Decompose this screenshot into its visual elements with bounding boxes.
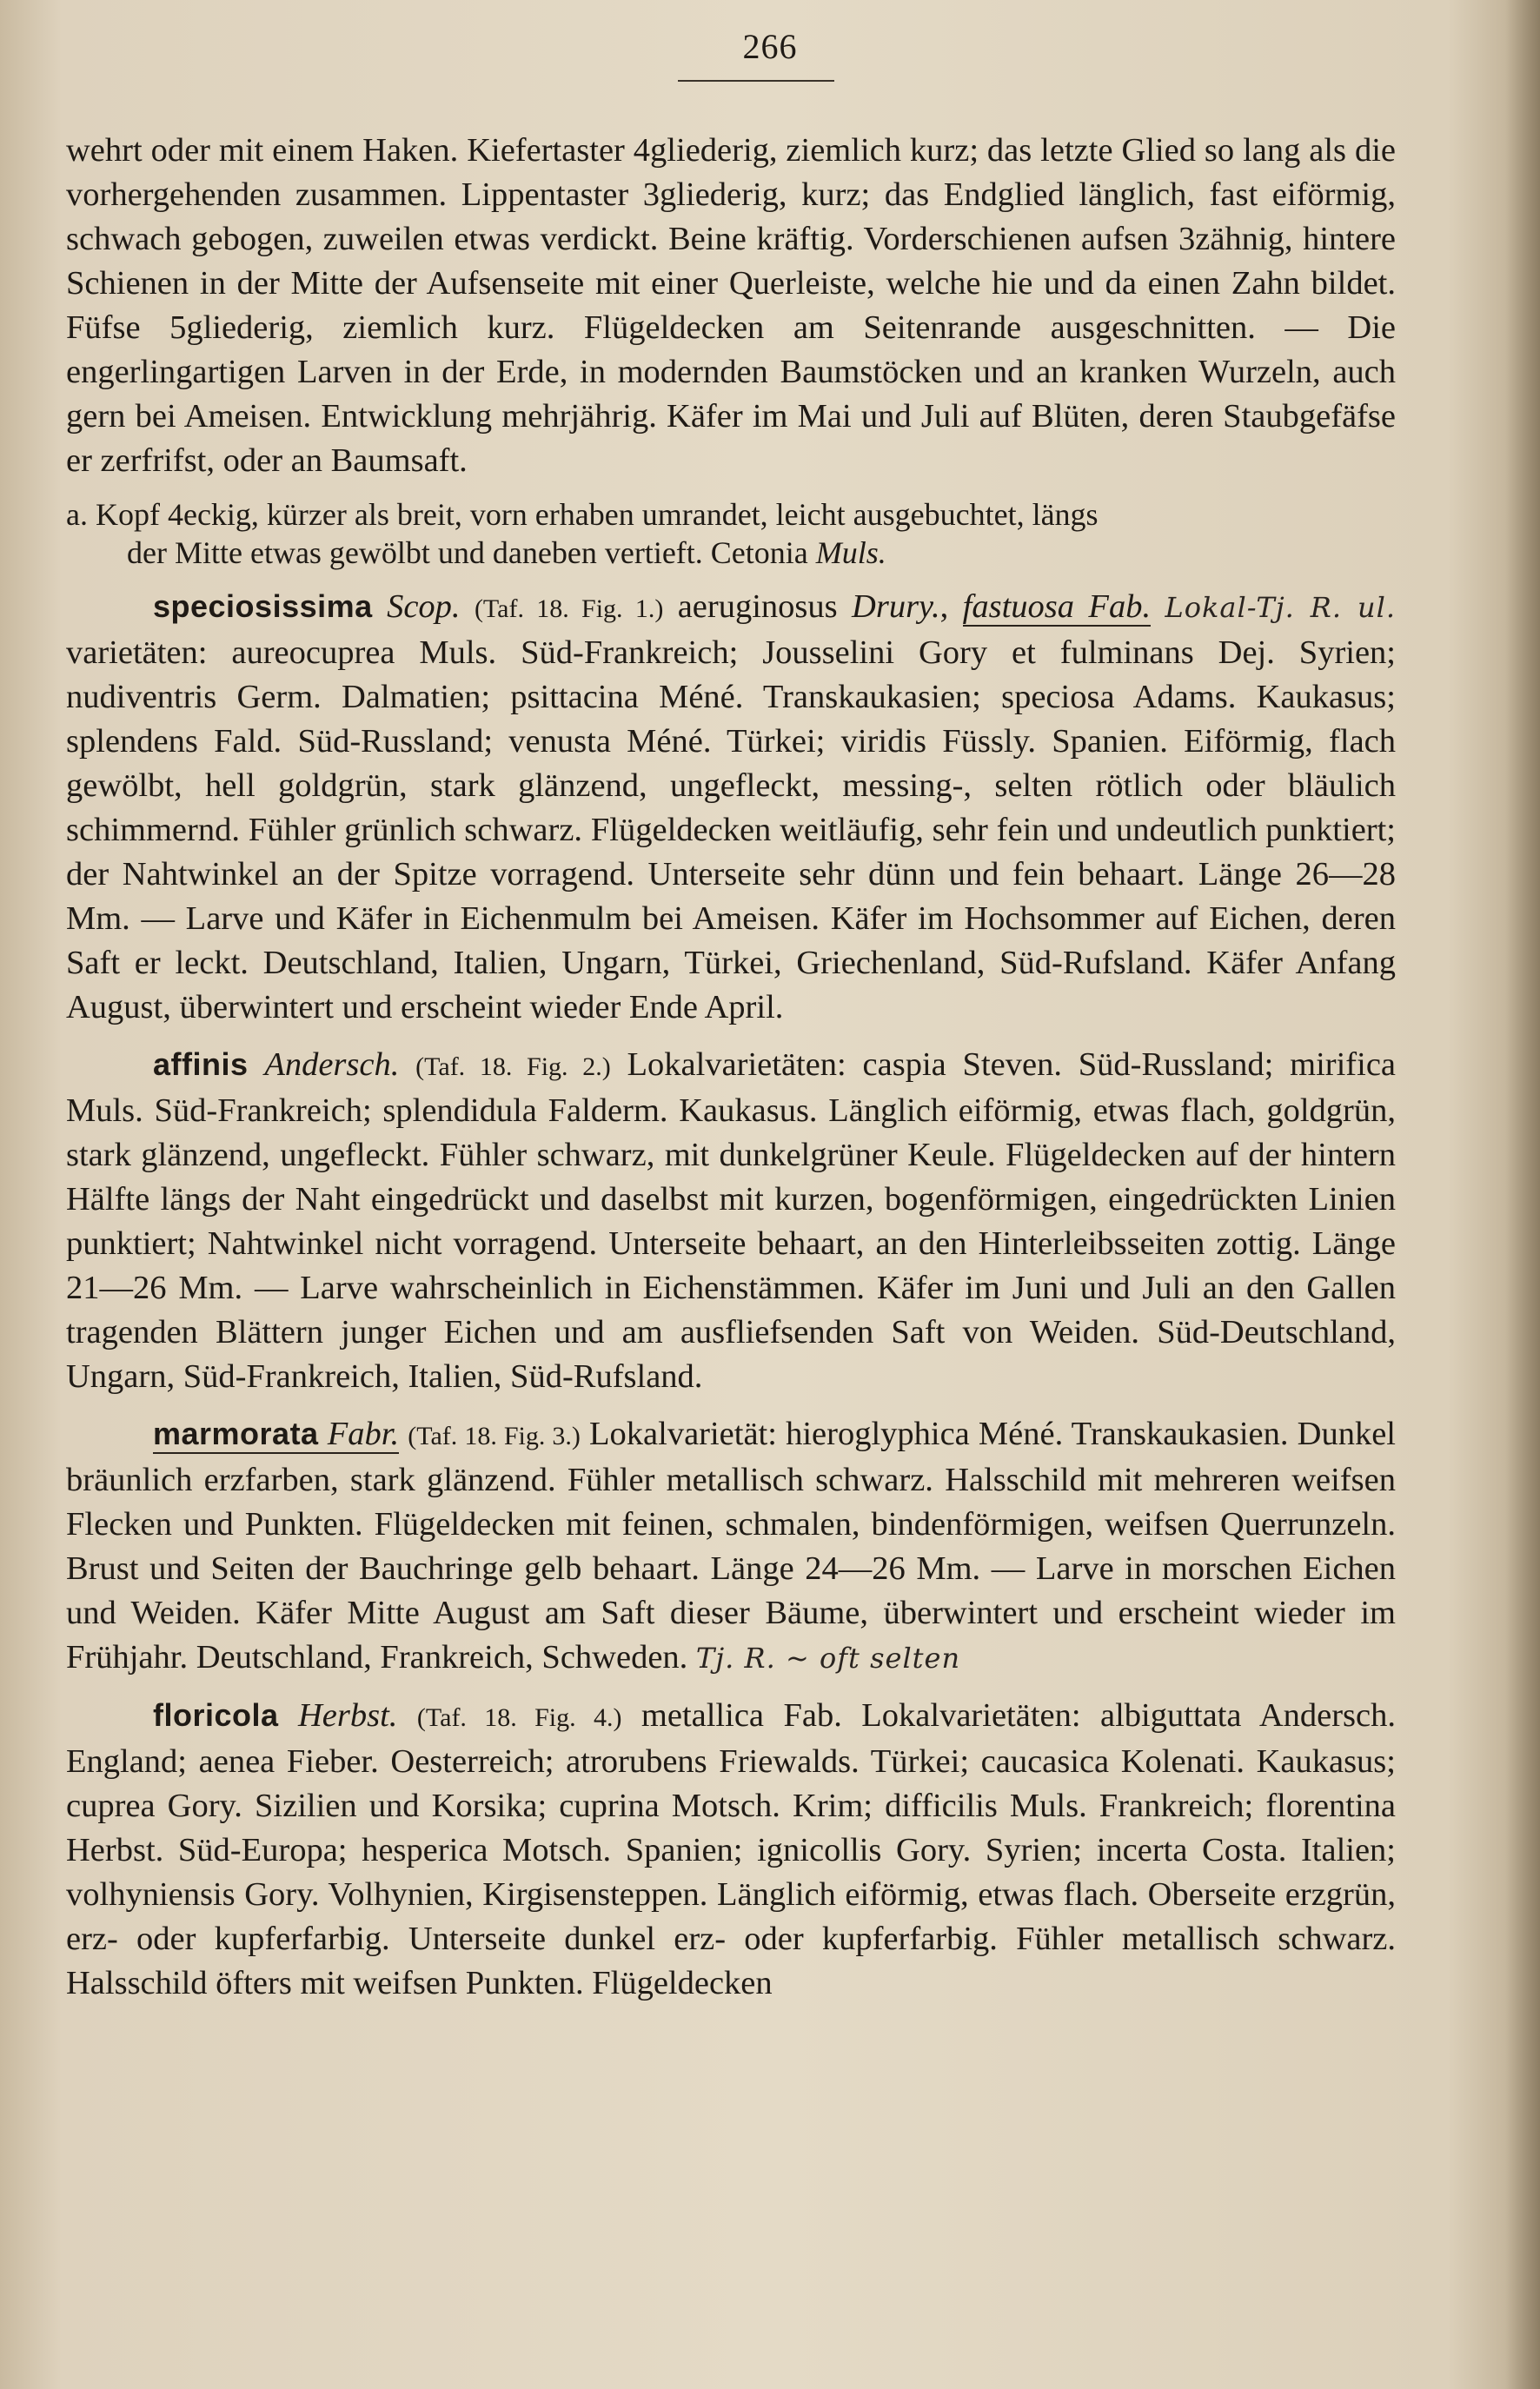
species-pre-text-2: , bbox=[939, 588, 963, 625]
subsection-line-2-wrap bbox=[66, 534, 1396, 572]
handwritten-note: Lokal-Tj. R. ul. bbox=[1165, 591, 1396, 624]
page-header bbox=[0, 26, 1540, 67]
species-entry-marmorata bbox=[66, 1411, 1396, 1681]
species-entry-floricola bbox=[66, 1693, 1396, 2006]
intro-paragraph: wehrt oder mit einem Haken. Kiefertaster 4gliederig, ziemlich kurz; das letzte Glied so lang als die vorhergehenden zusammen. Lippentaster 3gliederig, kurz; das Endglied länglich, fast eiförmig, schwach gebogen, zuweilen etwas verdickt. Beine kräftig. Vorderschienen aufsen 3zähnig, hintere Schienen in der Mitte der Aufsenseite mit einer Querleiste, welche hie und da einen Zahn bildet. Füfse 5gliederig, ziemlich kurz. Flügeldecken am Seitenrande ausgeschnitten. — Die engerlingartigen Larven in der Erde, in modernden Baumstöcken und an kranken Wurzeln, auch gern bei Ameisen. Entwicklung mehrjährig. Käfer im Mai und Juli auf Blüten, deren Staubgefäfse er zerfrifst, oder an Baumsaft. bbox=[66, 132, 1396, 479]
species-description: Lokalvarietät: hieroglyphica Méné. Transkaukasien. Dunkel bräunlich erzfarben, stark glänzend. Fühler metallisch schwarz. Halsschild mit mehreren weifsen Flecken und Punkten. Flügeldecken mit feinen, schmalen, bindenförmigen, weifsen Querrunzeln. Brust und Seiten der Bauchringe gelb behaart. Länge 24—26 Mm. — Larve in morschen Eichen und Weiden. Käfer Mitte August am Saft dieser Bäume, überwintert und erscheint wieder im Frühjahr. Deutschland, Frankreich, Schweden. bbox=[66, 1416, 1397, 1676]
species-pre-author: Drury. bbox=[852, 588, 940, 625]
species-author: Herbst. bbox=[298, 1697, 398, 1734]
handwritten-note: Tj. R. ~ oft selten bbox=[695, 1642, 961, 1675]
subsection-line-2-author: Muls. bbox=[815, 535, 886, 570]
plate-reference: (Taf. 18. Fig. 1.) bbox=[474, 594, 664, 623]
species-description: metallica Fab. Lokalvarietäten: albiguttata Andersch. England; aenea Fieber. Oesterreich; atrorubens Friewalds. Türkei; caucasica Kolenati. Kaukasus; cuprea Gory. Sizilien und Korsika; cuprina Motsch. Krim; difficilis Muls. Frankreich; florentina Herbst. Süd-Europa; hesperica Motsch. Spanien; ignicollis Gory. Syrien; incerta Costa. Italien; volhyniensis Gory. Volhynien, Kirgisensteppen. Länglich eiförmig, etwas flach. Oberseite erzgrün, erz- oder kupferfarbig. Unterseite dunkel erz- oder kupferfarbig. Fühler metallisch schwarz. Halsschild öfters mit weifsen Punkten. Flügeldecken bbox=[66, 1697, 1397, 2001]
species-name: floricola bbox=[153, 1697, 279, 1733]
species-name: marmorata bbox=[153, 1416, 319, 1451]
species-name: affinis bbox=[153, 1046, 249, 1082]
subsection-line-2: der Mitte etwas gewölbt und daneben vertieft. Cetonia bbox=[127, 535, 816, 570]
body-text bbox=[66, 129, 1396, 2018]
species-pre-text: aeruginosus bbox=[663, 588, 853, 625]
subsection-heading bbox=[66, 495, 1396, 572]
page-number: 266 bbox=[742, 27, 798, 66]
plate-reference: (Taf. 18. Fig. 2.) bbox=[415, 1052, 611, 1081]
page-edge-shadow bbox=[1505, 0, 1540, 2389]
species-name: speciosissima bbox=[153, 588, 373, 624]
species-description: varietäten: aureocuprea Muls. Süd-Frankreich; Jousselini Gory et fulminans Dej. Syrien; nudiventris Germ. Dalmatien; psittacina Méné. Transkaukasien; speciosa Adams. Kaukasus; splendens Fald. Süd-Russland; venusta Méné. Türkei; viridis Füssly. Spanien. Eiförmig, flach gewölbt, hell goldgrün, stark glänzend, ungefleckt, messing-, selten rötlich oder bläulich schimmernd. Fühler grünlich schwarz. Flügeldecken weitläufig, sehr fein und undeutlich punktiert; der Nahtwinkel an der Spitze vorragend. Unterseite sehr dünn und fein behaart. Länge 26—28 Mm. — Larve und Käfer in Eichenmulm bei Ameisen. Käfer im Hochsommer auf Eichen, deren Saft er leckt. Deutschland, Italien, Ungarn, Türkei, Griechenland, Süd-Rufsland. Käfer Anfang August, überwintert und erscheint wieder Ende April. bbox=[66, 634, 1396, 1025]
species-author: Scop. bbox=[387, 588, 461, 625]
plate-reference: (Taf. 18. Fig. 3.) bbox=[408, 1422, 581, 1450]
plate-reference: (Taf. 18. Fig. 4.) bbox=[416, 1703, 622, 1732]
species-author: Andersch. bbox=[264, 1046, 400, 1083]
subsection-line-1: a. Kopf 4eckig, kürzer als breit, vorn erhaben umrandet, leicht ausgebuchtet, längs bbox=[66, 497, 1099, 532]
species-entry-speciosissima bbox=[66, 584, 1396, 1030]
underlined-synonym: fastuosa Fab. bbox=[962, 588, 1152, 625]
species-description: Lokalvarietäten: caspia Steven. Süd-Russland; mirifica Muls. Süd-Frankreich; splendidula Falderm. Kaukasus. Länglich eiförmig, etwas flach, goldgrün, stark glänzend, ungefleckt. Fühler schwarz, mit dunkelgrüner Keule. Flügeldecken auf der hintern Hälfte längs der Naht eingedrückt und daselbst mit kurzen, bogenförmigen, eingedrückten Linien punktiert; Nahtwinkel nicht vorragend. Unterseite behaart, an den Hinterleibsseiten zottig. Länge 21—26 Mm. — Larve wahrscheinlich in Eichenstämmen. Käfer im Juni und Juli an den Gallen tragenden Blättern junger Eichen und am ausfliefsenden Saft von Weiden. Süd-Deutschland, Ungarn, Süd-Frankreich, Italien, Süd-Rufsland. bbox=[66, 1046, 1396, 1395]
header-rule bbox=[678, 80, 834, 82]
species-entry-affinis bbox=[66, 1042, 1396, 1399]
underlined-species bbox=[153, 1416, 399, 1454]
species-author: Fabr. bbox=[327, 1416, 400, 1452]
